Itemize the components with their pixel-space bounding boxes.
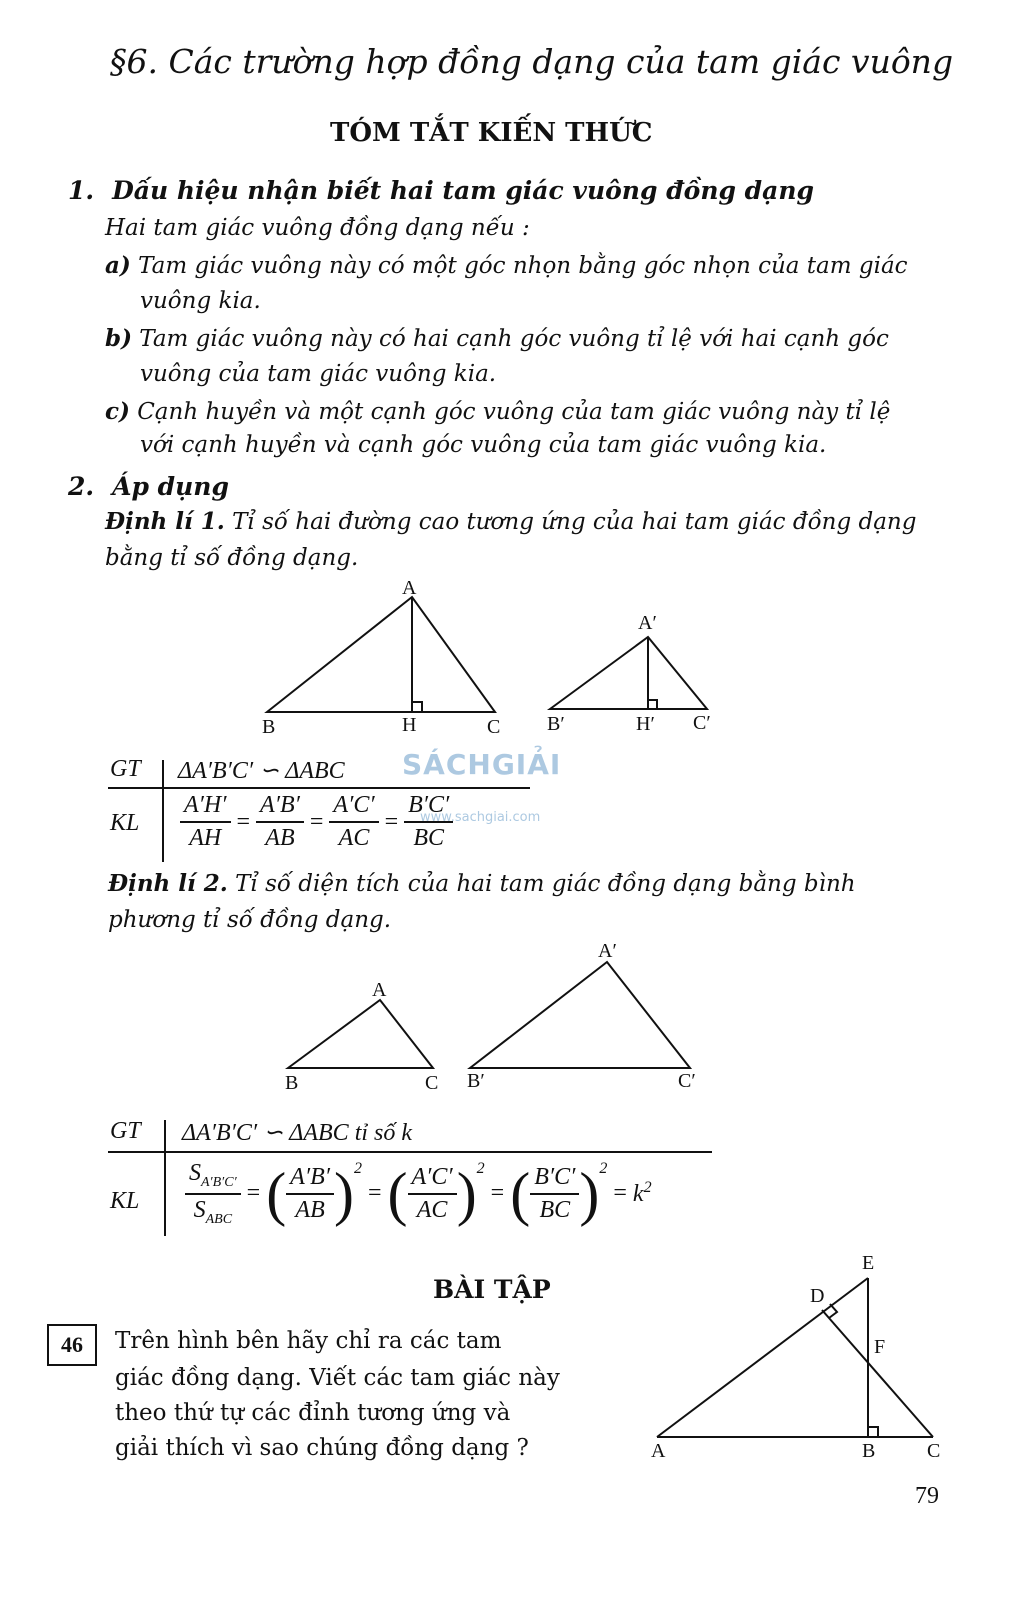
exercise-line-4: giải thích vì sao chúng đồng dạng ? (115, 1435, 529, 1461)
frac-area-num (185, 1160, 241, 1195)
pow-ac-den: AC (416, 1196, 448, 1223)
fig2-label-a: A (372, 979, 387, 1001)
section2-title: Áp dụng (112, 472, 229, 501)
pow-ab-num: A′B′ (286, 1164, 334, 1195)
item-b-cont: vuông của tam giác vuông kia. (140, 361, 497, 387)
item-c-cont: với cạnh huyền và cạnh góc vuông của tam giác vuông kia. (140, 432, 827, 458)
fig1-label-b-prime: B′ (547, 713, 565, 735)
theorem2-cont: phương tỉ số đồng dạng. (108, 907, 392, 933)
theorem1-name: Định lí 1. (105, 508, 225, 535)
fig2-triangle-abc-prime (470, 962, 690, 1068)
area-s-num: S (189, 1160, 201, 1186)
table1-gt-text: ΔA′B′C′ ∽ ΔABC (178, 758, 345, 784)
frac-ac (329, 792, 378, 852)
eq2-4: = (613, 1180, 627, 1207)
triangle-abc (267, 597, 495, 712)
eq-2: = (309, 808, 324, 835)
exercises-heading: BÀI TẬP (433, 1275, 551, 1304)
frac-ab-den: AB (265, 825, 295, 851)
theorem2-name: Định lí 2. (108, 870, 228, 897)
watermark-brand: SÁCHGIẢI (402, 748, 562, 781)
fig2-label-b: B (285, 1072, 299, 1094)
ex46-figure (657, 1278, 933, 1437)
frac-ac-den: AC (338, 825, 370, 851)
pow-ab-den: AB (295, 1196, 325, 1223)
fig1-label-a: A (402, 577, 417, 599)
exp-1: 2 (353, 1160, 362, 1177)
exercise-line-1: Trên hình bên hãy chỉ ra các tam (115, 1328, 502, 1354)
table1-kl-label: KL (110, 810, 140, 836)
frac-area (185, 1160, 241, 1228)
paren-close-1: ) (334, 1160, 354, 1227)
table2-gt-label: GT (110, 1118, 141, 1144)
item-b-label: b) (105, 325, 132, 352)
segment-dc (822, 1310, 933, 1437)
eq-1: = (236, 808, 251, 835)
item-a-text: Tam giác vuông này có một góc nhọn bằng góc nhọn của tam giác (138, 253, 908, 279)
summary-heading: TÓM TẮT KIẾN THỨC (330, 118, 653, 148)
ex-label-b: B (862, 1440, 876, 1462)
fig2-label-a-prime: A′ (598, 940, 617, 962)
paren-close-3: ) (579, 1160, 600, 1227)
fig2-label-c-prime: C′ (678, 1070, 696, 1092)
table2-kl-formula (185, 1160, 652, 1228)
eq2-3: = (490, 1180, 505, 1207)
pow-ac-num: A′C′ (408, 1164, 457, 1195)
ex-label-f: F (874, 1336, 886, 1358)
table1-kl-formula (180, 792, 453, 852)
frac-ah-den: AH (189, 825, 222, 851)
exp-3: 2 (599, 1160, 608, 1177)
watermark-url: www.sachgiai.com (420, 810, 541, 825)
paren-open-1: ( (266, 1160, 287, 1227)
right-angle-h-prime (648, 700, 657, 709)
paren-open-2: ( (387, 1160, 408, 1227)
item-c-label: c) (105, 398, 130, 425)
page-number: 79 (915, 1483, 939, 1509)
theorem1-text: Tỉ số hai đường cao tương ứng của hai tam giác đồng dạng (232, 509, 917, 535)
triangle-abc-prime (550, 637, 707, 709)
fig1-left-triangle (267, 597, 495, 712)
exercise-line-3: theo thứ tự các đỉnh tương ứng và (115, 1400, 511, 1426)
table1-gt-label: GT (110, 756, 141, 782)
fig2-triangle-abc (288, 1000, 433, 1068)
fig1-label-h: H (402, 714, 417, 736)
page-title: §6. Các trường hợp đồng dạng của tam giác vuông (110, 42, 954, 81)
section1-intro: Hai tam giác vuông đồng dạng nếu : (105, 215, 530, 241)
fig1-label-c: C (487, 716, 501, 738)
item-b-text: Tam giác vuông này có hai cạnh góc vuông tỉ lệ với hai cạnh góc (139, 326, 889, 352)
ex-label-d: D (810, 1285, 825, 1307)
paren-open-3: ( (510, 1160, 531, 1227)
eq2-2: = (367, 1180, 382, 1207)
fig2-label-c: C (425, 1072, 439, 1094)
table2-gt-text: ΔA′B′C′ ∽ ΔABC tỉ số k (182, 1120, 413, 1146)
ex-label-a: A (651, 1440, 666, 1462)
frac-bc-den: BC (413, 825, 445, 851)
item-a-label: a) (105, 252, 131, 279)
frac-ab (256, 792, 304, 852)
pow-frac-bc (530, 1164, 579, 1224)
frac-ah (180, 792, 231, 852)
frac-ah-num: A′H′ (180, 792, 231, 823)
eq2-1: = (246, 1180, 261, 1207)
fig1-label-a-prime: A′ (638, 612, 657, 634)
area-s-den-sub: ABC (205, 1211, 233, 1227)
frac-ab-num: A′B′ (256, 792, 304, 823)
area-s-num-sub: A′B′C′ (201, 1174, 237, 1190)
item-c-text: Cạnh huyền và một cạnh góc vuông của tam giác vuông này tỉ lệ (137, 399, 891, 425)
fig1-label-b: B (262, 716, 276, 738)
ex-label-e: E (862, 1252, 875, 1274)
exercise-line-2: giác đồng dạng. Viết các tam giác này (115, 1365, 560, 1391)
right-angle-b (868, 1427, 878, 1437)
item-a-cont: vuông kia. (140, 288, 261, 314)
fig1-label-c-prime: C′ (693, 712, 711, 734)
theorem2-text: Tỉ số diện tích của hai tam giác đồng dạng bằng bình (235, 871, 856, 897)
eq-3: = (384, 808, 399, 835)
exp-2: 2 (476, 1160, 485, 1177)
section2-number: 2. (68, 472, 95, 501)
frac-area-den (185, 1195, 241, 1228)
fig1-right-triangle (550, 637, 707, 709)
section1-number: 1. (68, 176, 95, 205)
result-k-base: k (632, 1181, 644, 1208)
area-s-den: S (193, 1196, 206, 1223)
frac-bc-num: B′C′ (404, 792, 453, 823)
pow-frac-ab (286, 1164, 334, 1224)
fig2-label-b-prime: B′ (467, 1070, 485, 1092)
frac-ac-num: A′C′ (329, 792, 378, 823)
theorem1-cont: bằng tỉ số đồng dạng. (105, 545, 359, 571)
ex-label-c: C (927, 1440, 941, 1462)
theorem2 (108, 870, 856, 897)
paren-close-2: ) (456, 1160, 477, 1227)
result-k-exp: 2 (643, 1179, 652, 1197)
table2-kl-label: KL (110, 1188, 140, 1214)
pow-bc-num: B′C′ (530, 1164, 579, 1195)
section1-title: Dấu hiệu nhận biết hai tam giác vuông đồng dạng (112, 176, 815, 205)
fig1-label-h-prime: H′ (636, 713, 655, 735)
result-k (633, 1181, 652, 1207)
pow-bc-den: BC (539, 1196, 571, 1223)
right-angle-h (412, 702, 422, 712)
segment-ae (657, 1278, 868, 1437)
pow-frac-ac (408, 1164, 457, 1224)
exercise-number: 46 (47, 1324, 97, 1366)
